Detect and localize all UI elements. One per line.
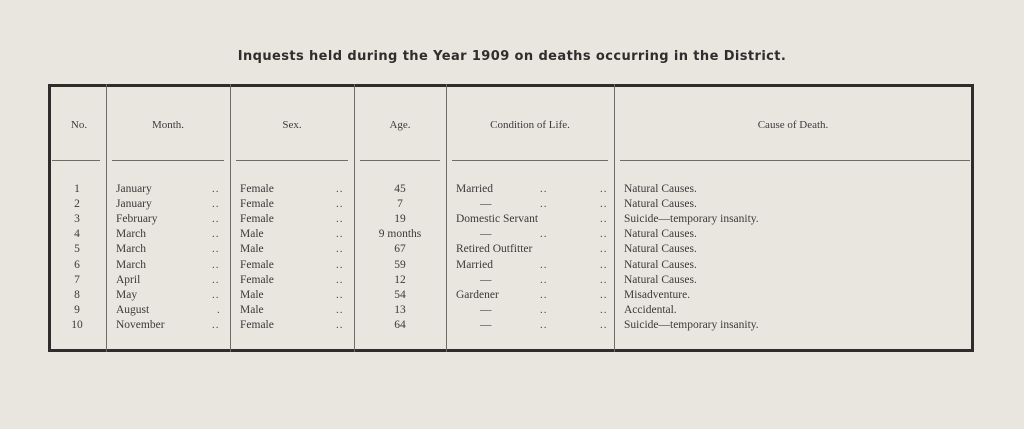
cell-month: January (116, 198, 152, 211)
cell-no: 7 (74, 273, 80, 286)
cell-month: May (116, 288, 138, 301)
cell-month: March (116, 228, 147, 241)
leader-dots: . (217, 303, 221, 316)
leader-dots: .. (336, 318, 344, 331)
header-rule (236, 160, 348, 161)
cell-no: 5 (74, 243, 80, 256)
leader-dots: .. (212, 183, 220, 195)
cell-month: November (116, 318, 165, 331)
leader-dots: .. (212, 258, 220, 271)
cell-condition: — (480, 318, 492, 331)
header-condition: Condition of Life. (490, 119, 570, 131)
cell-age: 19 (394, 213, 406, 226)
leader-dots: .. (212, 273, 220, 286)
cell-cause: Natural Causes. (624, 243, 697, 256)
cell-condition: Married (456, 183, 494, 195)
leader-dots: .. (540, 288, 548, 301)
cell-condition: Domestic Servant (456, 213, 539, 226)
cell-age: 67 (394, 243, 406, 256)
cell-cause: Suicide—temporary insanity. (624, 213, 759, 226)
cell-condition: Married (456, 258, 494, 271)
header-age: Age. (389, 119, 411, 131)
cell-condition: — (480, 228, 492, 241)
cell-cause: Natural Causes. (624, 198, 697, 211)
page-title: Inquests held during the Year 1909 on deaths occurring in the District. (237, 49, 787, 64)
cell-month: March (116, 243, 147, 256)
cell-cause: Natural Causes. (624, 183, 697, 195)
cell-condition: Gardener (456, 288, 499, 301)
cell-sex: Female (240, 273, 274, 286)
leader-dots: .. (540, 198, 548, 211)
cell-no: 8 (74, 288, 80, 301)
cell-cause: Suicide—temporary insanity. (624, 318, 759, 331)
leader-dots: .. (336, 288, 344, 301)
leader-dots: .. (600, 183, 608, 195)
cell-sex: Male (240, 228, 264, 241)
leader-dots: .. (540, 183, 548, 195)
leader-dots: .. (600, 318, 608, 331)
cell-no: 1 (74, 183, 80, 195)
cell-sex: Female (240, 213, 274, 226)
leader-dots: .. (336, 198, 344, 211)
leader-dots: .. (336, 303, 344, 316)
leader-dots: .. (540, 228, 548, 241)
cell-sex: Male (240, 288, 264, 301)
leader-dots: .. (336, 273, 344, 286)
header-cause: Cause of Death. (757, 119, 829, 131)
header-rule (620, 160, 970, 161)
cell-sex: Female (240, 318, 274, 331)
leader-dots: .. (540, 318, 548, 331)
leader-dots: .. (600, 228, 608, 241)
header-no: No. (70, 119, 88, 131)
cell-no: 3 (74, 213, 80, 226)
leader-dots: .. (600, 258, 608, 271)
leader-dots: .. (600, 243, 608, 256)
leader-dots: .. (600, 288, 608, 301)
cell-age: 54 (394, 288, 406, 301)
cell-condition: — (480, 273, 492, 286)
leader-dots: .. (212, 288, 220, 301)
cell-age: 7 (397, 198, 403, 211)
leader-dots: .. (336, 183, 344, 195)
cell-sex: Male (240, 303, 264, 316)
header-month: Month. (151, 119, 185, 131)
leader-dots: .. (336, 228, 344, 241)
leader-dots: .. (212, 318, 220, 331)
cell-sex: Male (240, 243, 264, 256)
leader-dots: .. (336, 243, 344, 256)
leader-dots: .. (600, 198, 608, 211)
leader-dots: .. (600, 303, 608, 316)
cell-no: 2 (74, 198, 80, 211)
leader-dots: .. (540, 258, 548, 271)
leader-dots: .. (212, 228, 220, 241)
cell-no: 6 (74, 258, 80, 271)
leader-dots: .. (212, 198, 220, 211)
cell-month: February (116, 213, 158, 226)
header-sex: Sex. (282, 119, 302, 131)
header-rule (360, 160, 440, 161)
cell-age: 59 (394, 258, 406, 271)
header-rule (452, 160, 608, 161)
cell-cause: Natural Causes. (624, 258, 697, 271)
cell-age: 9 months (378, 228, 422, 241)
leader-dots: .. (336, 213, 344, 226)
cell-month: March (116, 258, 147, 271)
leader-dots: .. (540, 273, 548, 286)
cell-cause: Accidental. (624, 303, 677, 316)
cell-month: April (116, 273, 141, 286)
cell-month: January (116, 183, 152, 195)
cell-month: August (116, 303, 150, 316)
leader-dots: .. (600, 213, 608, 226)
cell-age: 13 (394, 303, 406, 316)
header-rule (112, 160, 224, 161)
cell-no: 10 (71, 318, 83, 331)
cell-age: 45 (394, 183, 406, 195)
cell-condition: Retired Outfitter (456, 243, 533, 256)
cell-age: 64 (394, 318, 406, 331)
cell-sex: Female (240, 258, 274, 271)
cell-cause: Natural Causes. (624, 273, 697, 286)
cell-condition: — (480, 198, 492, 211)
cell-cause: Misadventure. (624, 288, 691, 301)
cell-age: 12 (394, 273, 406, 286)
leader-dots: .. (336, 258, 344, 271)
leader-dots: .. (212, 243, 220, 256)
leader-dots: .. (212, 213, 220, 226)
leader-dots: .. (540, 303, 548, 316)
cell-no: 4 (74, 228, 80, 241)
cell-sex: Female (240, 198, 274, 211)
cell-condition: — (480, 303, 492, 316)
cell-sex: Female (240, 183, 274, 195)
cell-no: 9 (74, 303, 80, 316)
header-rule (52, 160, 100, 161)
leader-dots: .. (600, 273, 608, 286)
cell-cause: Natural Causes. (624, 228, 697, 241)
